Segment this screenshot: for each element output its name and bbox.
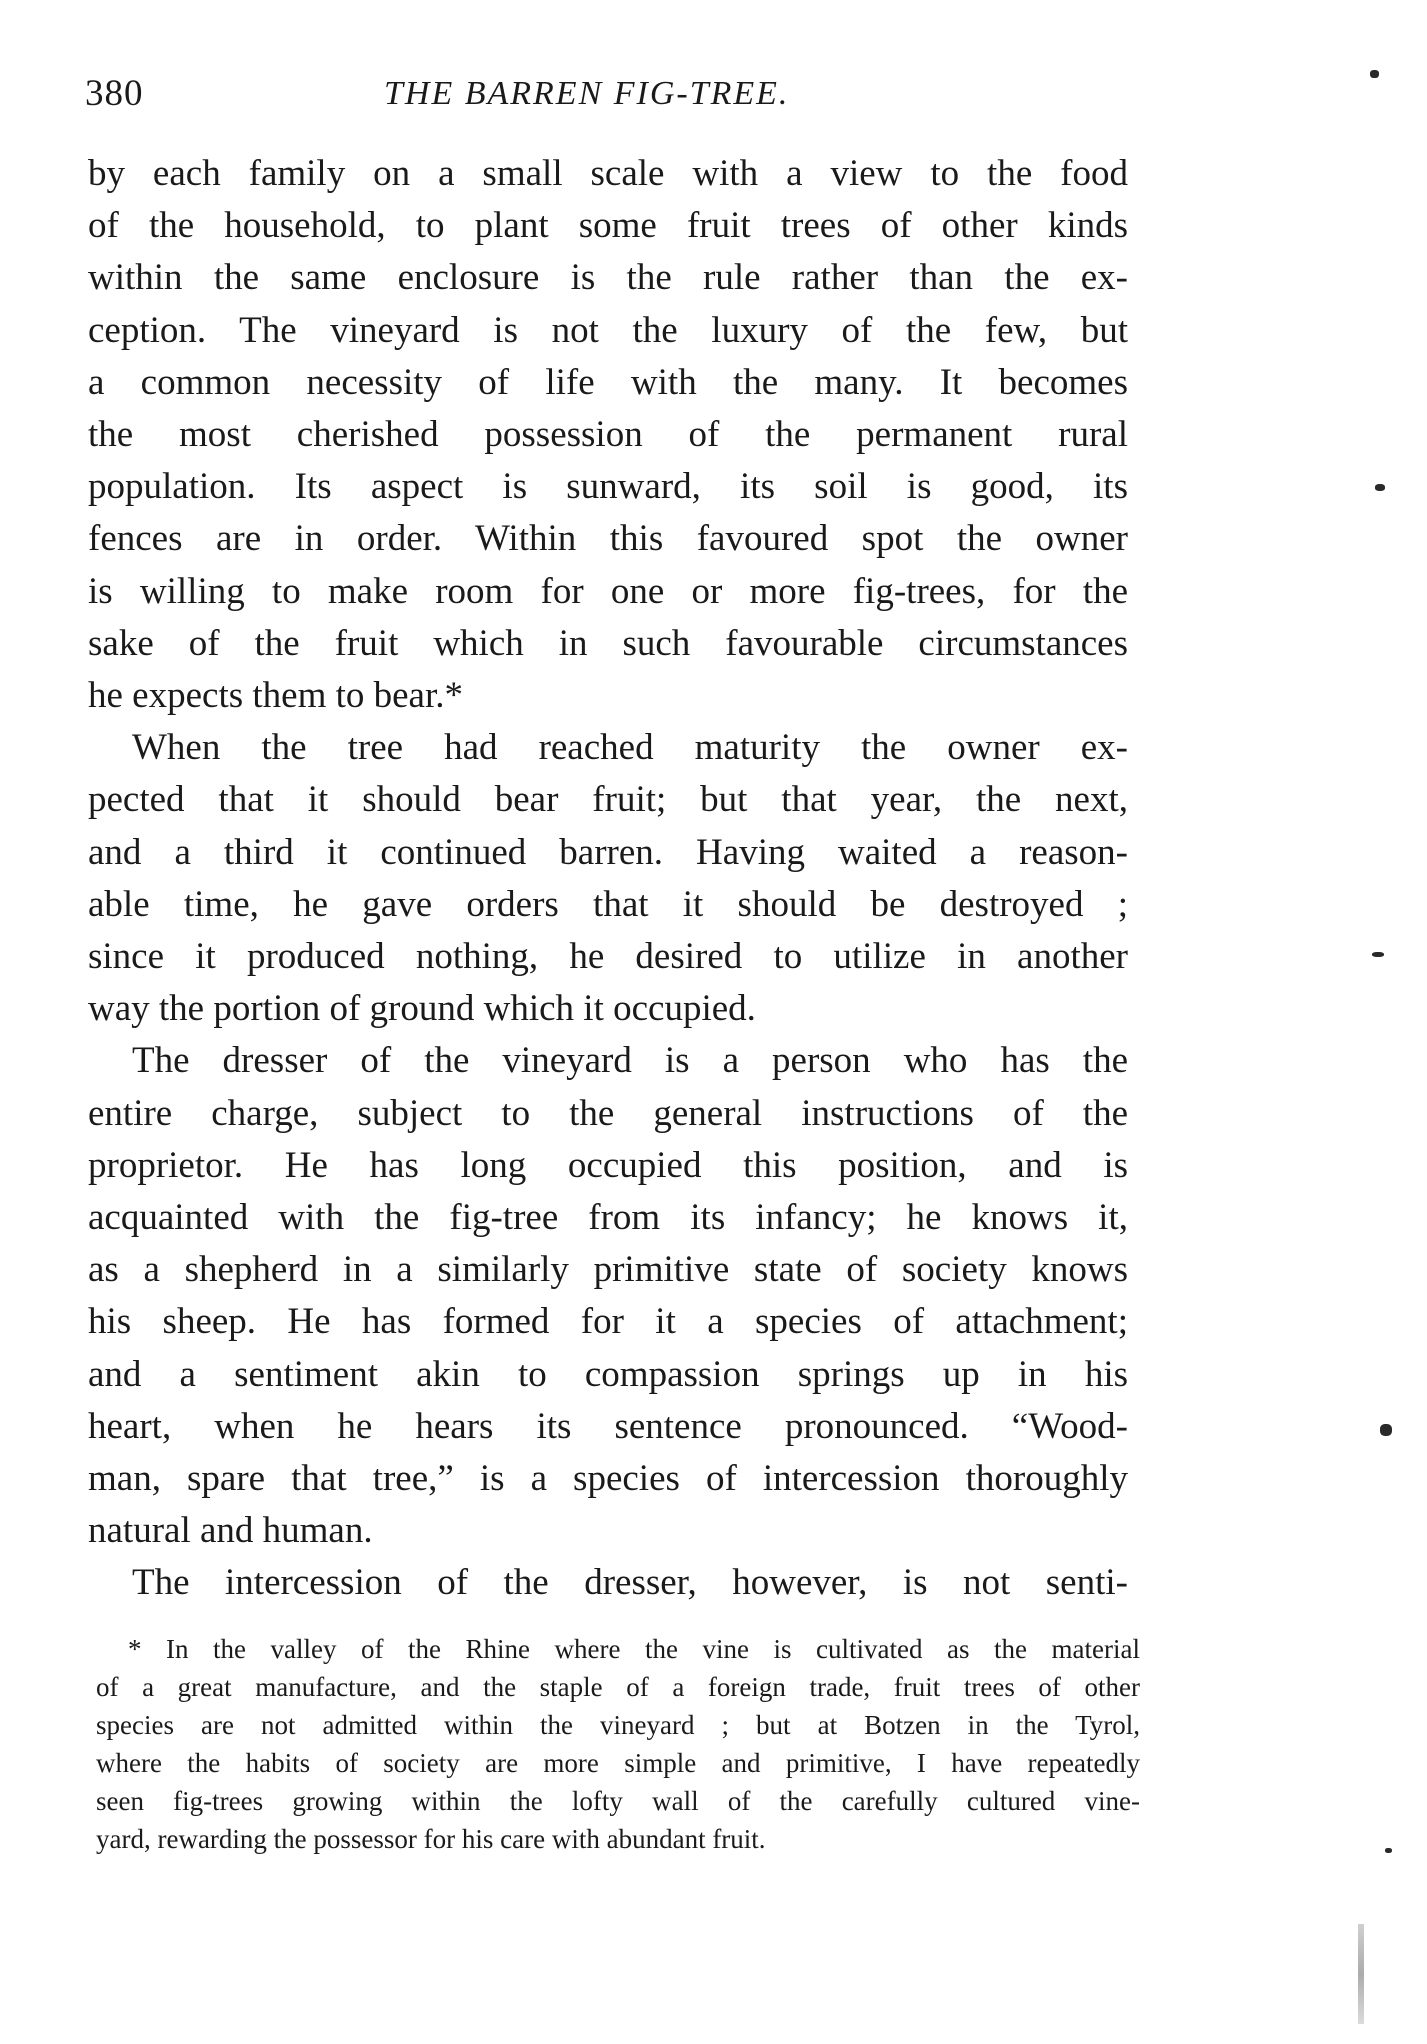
body-line: pected that it should bear fruit; but that year, the next,: [88, 779, 1128, 821]
footnote-line: seen fig-trees growing within the lofty wall of the carefully cultured vine-: [96, 1786, 1140, 1816]
running-head: THE BARREN FIG-TREE.: [384, 75, 790, 112]
body-line: since it produced nothing, he desired to utilize in another: [88, 936, 1128, 978]
scan-speck: [1375, 484, 1385, 491]
body-line: acquainted with the fig-tree from its infancy; he knows it,: [88, 1197, 1128, 1239]
footnote-line: species are not admitted within the vineyard ; but at Botzen in the Tyrol,: [96, 1710, 1140, 1740]
body-line: proprietor. He has long occupied this position, and is: [88, 1144, 1128, 1186]
body-line: entire charge, subject to the general instructions of the: [88, 1092, 1128, 1134]
body-line: and a third it continued barren. Having waited a reason-: [88, 831, 1128, 873]
body-line: able time, he gave orders that it should be destroyed ;: [88, 883, 1128, 925]
scan-speck: [1370, 70, 1379, 78]
scan-speck: [1385, 1848, 1392, 1853]
footnote-line: * In the valley of the Rhine where the vine is cultivated as the material: [128, 1634, 1140, 1664]
body-line: population. Its aspect is sunward, its soil is good, its: [88, 466, 1128, 508]
body-line: he expects them to bear.*: [88, 675, 464, 717]
footnote: [96, 1630, 1140, 1858]
body-line: The intercession of the dresser, however, is not senti-: [132, 1562, 1128, 1604]
body-line: heart, when he hears its sentence pronounced. “Wood-: [88, 1405, 1128, 1447]
body-line: by each family on a small scale with a view to the food: [88, 153, 1128, 194]
body-line: When the tree had reached maturity the owner ex-: [132, 727, 1128, 769]
body-line: way the portion of ground which it occupied.: [88, 988, 756, 1030]
body-line: sake of the fruit which in such favourable circumstances: [88, 622, 1128, 664]
body-line: a common necessity of life with the many. It becomes: [88, 361, 1128, 403]
page-number: 380: [85, 73, 144, 114]
body-line: and a sentiment akin to compassion springs up in his: [88, 1353, 1128, 1395]
body-line: as a shepherd in a similarly primitive state of society knows: [88, 1249, 1128, 1291]
body-line: the most cherished possession of the permanent rural: [88, 414, 1128, 456]
body-line: of the household, to plant some fruit trees of other kinds: [88, 205, 1128, 247]
body-line: ception. The vineyard is not the luxury of the few, but: [88, 309, 1128, 351]
body-line: natural and human.: [88, 1510, 373, 1552]
body-text: [88, 148, 1128, 1610]
scan-speck: [1372, 952, 1384, 957]
footnote-line: yard, rewarding the possessor for his care with abundant fruit.: [96, 1824, 766, 1854]
body-line: within the same enclosure is the rule rather than the ex-: [88, 257, 1128, 299]
body-line: man, spare that tree,” is a species of intercession thoroughly: [88, 1458, 1128, 1500]
body-line: is willing to make room for one or more fig-trees, for the: [88, 570, 1128, 612]
body-line: fences are in order. Within this favoured spot the owner: [88, 518, 1128, 560]
body-line: The dresser of the vineyard is a person who has the: [132, 1040, 1128, 1082]
scan-edge-strip: [1358, 1924, 1364, 2024]
footnote-line: of a great manufacture, and the staple of a foreign trade, fruit trees of other: [96, 1672, 1140, 1702]
footnote-line: where the habits of society are more simple and primitive, I have repeatedly: [96, 1748, 1140, 1778]
body-line: his sheep. He has formed for it a species of attachment;: [88, 1301, 1128, 1343]
scan-speck: [1380, 1424, 1392, 1436]
